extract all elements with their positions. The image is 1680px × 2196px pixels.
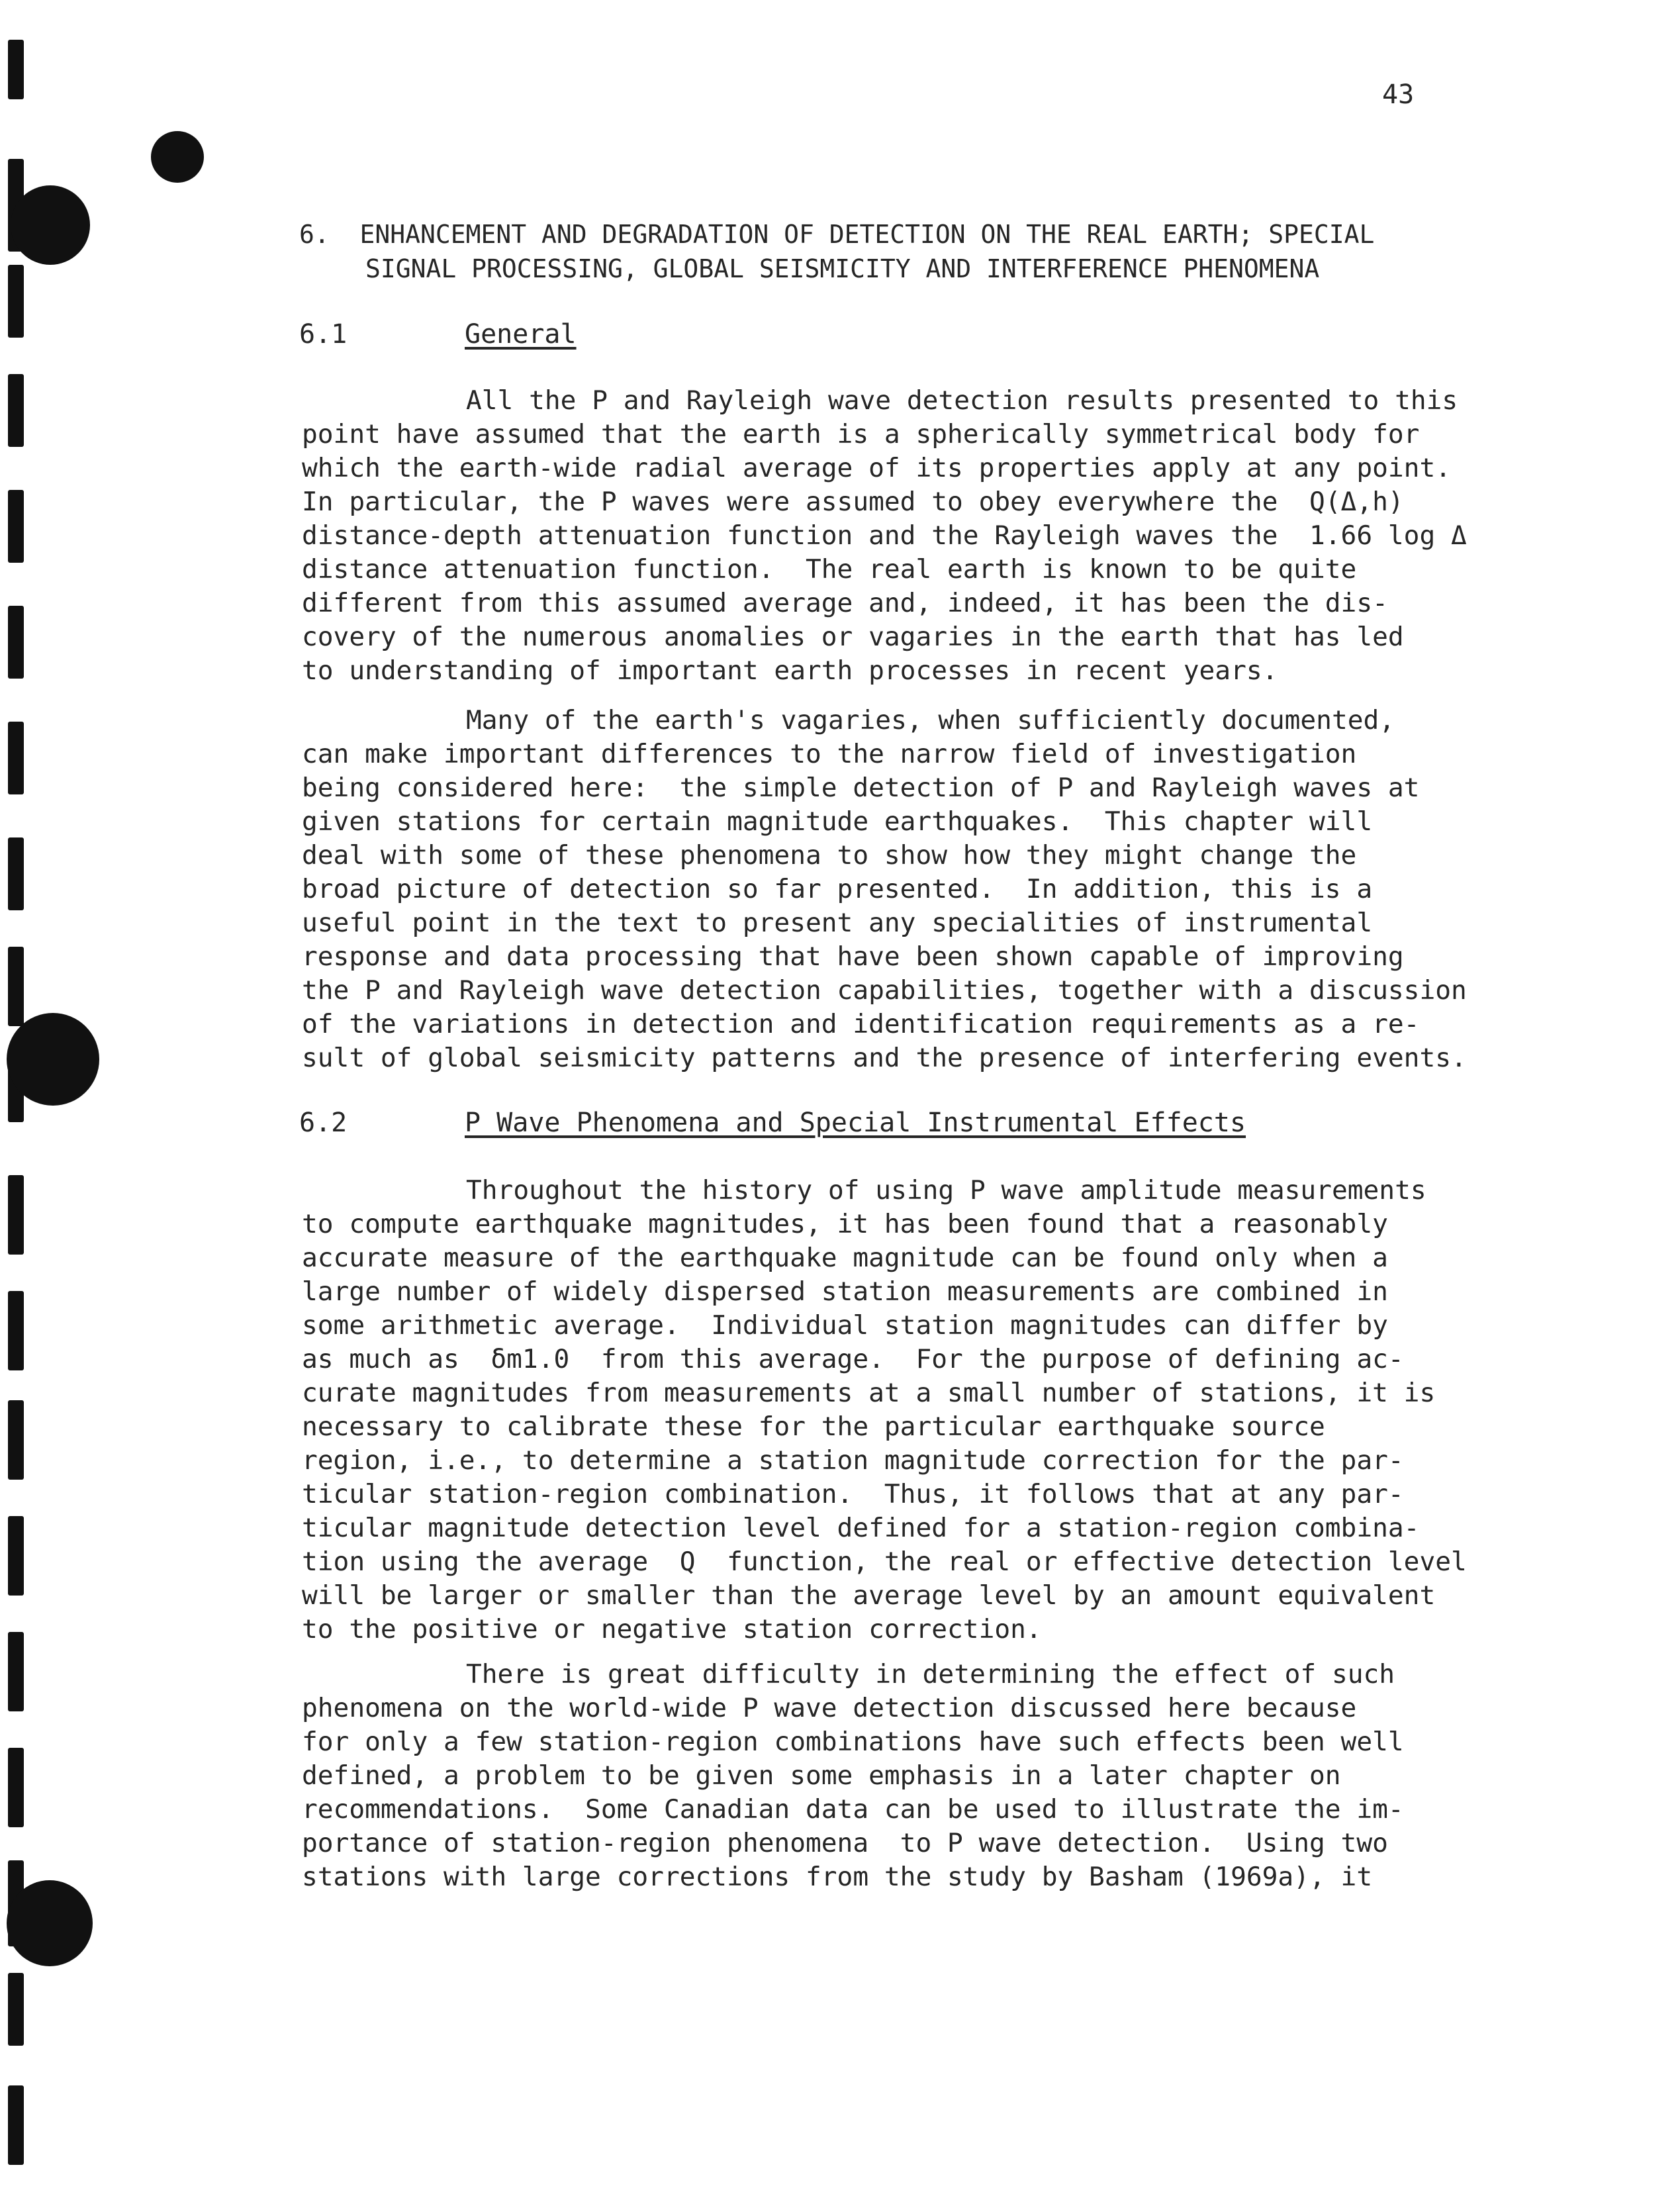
binding-mark bbox=[8, 2085, 24, 2165]
binding-mark bbox=[8, 1748, 24, 1827]
text-line: of the variations in detection and identification requirements as a re- bbox=[302, 1009, 1420, 1039]
paragraph bbox=[302, 1174, 1467, 1647]
text-line: necessary to calibrate these for the particular earthquake source bbox=[302, 1411, 1325, 1442]
binding-mark bbox=[8, 374, 24, 447]
chapter-heading-line-1: 6. ENHANCEMENT AND DEGRADATION OF DETECTION ON THE REAL EARTH; SPECIAL bbox=[299, 220, 1375, 249]
text-line: response and data processing that have been shown capable of improving bbox=[302, 941, 1404, 972]
binding-mark bbox=[8, 722, 24, 794]
punch-hole bbox=[11, 185, 90, 265]
text-line: tion using the average Q function, the real or effective detection level bbox=[302, 1547, 1467, 1577]
binding-mark bbox=[8, 947, 24, 1026]
binding-mark bbox=[8, 1973, 24, 2046]
text-line: recommendations. Some Canadian data can be used to illustrate the im- bbox=[302, 1794, 1404, 1825]
punch-hole bbox=[7, 1013, 99, 1106]
section-title: P Wave Phenomena and Special Instrumental Effects bbox=[465, 1108, 1246, 1138]
text-line: broad picture of detection so far presented. In addition, this is a bbox=[302, 874, 1373, 904]
text-line: There is great difficulty in determining the effect of such bbox=[466, 1659, 1395, 1690]
text-line: distance-depth attenuation function and the Rayleigh waves the 1.66 log Δ bbox=[302, 520, 1467, 551]
text-line: given stations for certain magnitude earthquakes. This chapter will bbox=[302, 806, 1373, 837]
punch-hole bbox=[7, 1880, 93, 1966]
text-line: curate magnitudes from measurements at a small number of stations, it is bbox=[302, 1378, 1436, 1408]
text-line: to compute earthquake magnitudes, it has been found that a reasonably bbox=[302, 1209, 1388, 1239]
text-line: defined, a problem to be given some emphasis in a later chapter on bbox=[302, 1760, 1341, 1791]
text-line: sult of global seismicity patterns and the presence of interfering events. bbox=[302, 1043, 1467, 1073]
text-line: portance of station-region phenomena to P wave detection. Using two bbox=[302, 1828, 1388, 1858]
text-line: some arithmetic average. Individual station magnitudes can differ by bbox=[302, 1310, 1388, 1341]
paragraph bbox=[302, 704, 1467, 1075]
binding-mark bbox=[8, 837, 24, 910]
text-line: ticular station-region combination. Thus, it follows that at any par- bbox=[302, 1479, 1404, 1509]
text-line: which the earth-wide radial average of its properties apply at any point. bbox=[302, 453, 1452, 483]
binding-mark bbox=[8, 1400, 24, 1480]
text-line: useful point in the text to present any specialities of instrumental bbox=[302, 908, 1373, 938]
section-title: General bbox=[465, 319, 577, 350]
binding-mark bbox=[8, 1175, 24, 1255]
text-line: ticular magnitude detection level defined for a station-region combina- bbox=[302, 1513, 1420, 1543]
text-line: region, i.e., to determine a station magnitude correction for the par- bbox=[302, 1445, 1404, 1476]
text-line: All the P and Rayleigh wave detection results presented to this bbox=[466, 385, 1458, 416]
paragraph bbox=[302, 1658, 1404, 1894]
chapter-heading bbox=[299, 217, 1374, 286]
binding-mark bbox=[8, 265, 24, 338]
text-line: large number of widely dispersed station measurements are combined in bbox=[302, 1276, 1388, 1307]
text-line: for only a few station-region combinations have such effects been well bbox=[302, 1727, 1404, 1757]
text-line: Many of the earth's vagaries, when sufficiently documented, bbox=[466, 705, 1395, 736]
text-line: accurate measure of the earthquake magnitude can be found only when a bbox=[302, 1243, 1388, 1273]
chapter-heading-line-2: SIGNAL PROCESSING, GLOBAL SEISMICITY AND INTERFERENCE PHENOMENA bbox=[365, 254, 1320, 283]
binding-mark bbox=[8, 40, 24, 99]
text-line: to the positive or negative station correction. bbox=[302, 1614, 1042, 1645]
binding-mark bbox=[8, 1516, 24, 1596]
text-line: different from this assumed average and, indeed, it has been the dis- bbox=[302, 588, 1388, 618]
text-line: phenomena on the world-wide P wave detection discussed here because bbox=[302, 1693, 1357, 1723]
section-number: 6.1 bbox=[299, 319, 348, 350]
text-line: deal with some of these phenomena to show how they might change the bbox=[302, 840, 1357, 871]
text-line: can make important differences to the narrow field of investigation bbox=[302, 739, 1357, 769]
binding-mark bbox=[8, 490, 24, 563]
punch-hole bbox=[151, 131, 204, 183]
text-line: to understanding of important earth processes in recent years. bbox=[302, 655, 1278, 686]
text-line: the P and Rayleigh wave detection capabilities, together with a discussion bbox=[302, 975, 1467, 1006]
text-line: will be larger or smaller than the average level by an amount equivalent bbox=[302, 1580, 1436, 1611]
binding-mark bbox=[8, 606, 24, 679]
paragraph bbox=[302, 384, 1467, 688]
section-number: 6.2 bbox=[299, 1108, 348, 1138]
text-line: Throughout the history of using P wave amplitude measurements bbox=[466, 1175, 1426, 1206]
text-line: covery of the numerous anomalies or vagaries in the earth that has led bbox=[302, 622, 1404, 652]
text-line: as much as δm1.0 from this average. For the purpose of defining ac- bbox=[302, 1344, 1404, 1374]
text-line: being considered here: the simple detection of P and Rayleigh waves at bbox=[302, 773, 1420, 803]
text-line: stations with large corrections from the study by Basham (1969a), it bbox=[302, 1862, 1373, 1892]
text-line: distance attenuation function. The real earth is known to be quite bbox=[302, 554, 1357, 585]
binding-mark bbox=[8, 1632, 24, 1711]
text-line: In particular, the P waves were assumed to obey everywhere the Q(Δ,h) bbox=[302, 487, 1404, 517]
binding-mark bbox=[8, 1291, 24, 1370]
page-number: 43 bbox=[1382, 79, 1415, 110]
text-line: point have assumed that the earth is a spherically symmetrical body for bbox=[302, 419, 1420, 450]
